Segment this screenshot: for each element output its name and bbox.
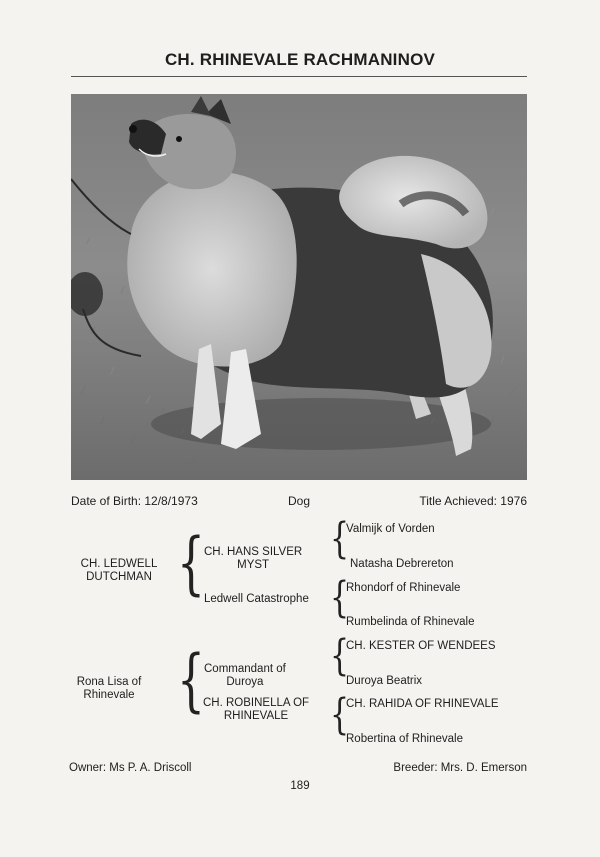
- sire-dam-name: Ledwell Catastrophe: [204, 593, 309, 605]
- brace-dam-dam: {: [330, 690, 350, 740]
- breeder: Breeder: Mrs. D. Emerson: [393, 762, 527, 774]
- ancestor-2: Natasha Debrereton: [350, 558, 454, 570]
- sire-sire-name: CH. HANS SILVER MYST: [204, 546, 303, 571]
- date-of-birth: Date of Birth: 12/8/1973: [71, 494, 198, 508]
- ancestor-4: Rumbelinda of Rhinevale: [346, 616, 475, 628]
- brace-dam: {: [177, 641, 205, 721]
- ancestor-6: Duroya Beatrix: [346, 675, 423, 687]
- title-achieved: Title Achieved: 1976: [419, 494, 527, 508]
- sire-name: CH. LEDWELL DUTCHMAN: [80, 558, 158, 583]
- ancestor-7: CH. RAHIDA OF RHINEVALE: [346, 698, 499, 710]
- brace-sire-sire: {: [330, 514, 350, 564]
- dog-photo: [71, 94, 527, 480]
- page-title: CH. RHINEVALE RACHMANINOV: [164, 50, 436, 69]
- page-number: 189: [290, 780, 310, 792]
- brace-sire: {: [177, 524, 205, 604]
- dam-sire-name: Commandant of Duroya: [204, 663, 286, 688]
- ancestor-3: Rhondorf of Rhinevale: [346, 582, 461, 594]
- ancestor-1: Valmijk of Vorden: [346, 523, 435, 535]
- brace-sire-dam: {: [330, 573, 350, 623]
- owner: Owner: Ms P. A. Driscoll: [69, 762, 192, 774]
- ancestor-5: CH. KESTER OF WENDEES: [346, 640, 496, 652]
- title-divider: [71, 76, 527, 77]
- brace-dam-sire: {: [330, 631, 350, 681]
- ancestor-8: Robertina of Rhinevale: [346, 733, 463, 745]
- dam-name: Rona Lisa of Rhinevale: [76, 676, 142, 701]
- sex-label: Dog: [288, 494, 311, 508]
- dam-dam-name: CH. ROBINELLA OF RHINEVALE: [203, 697, 310, 722]
